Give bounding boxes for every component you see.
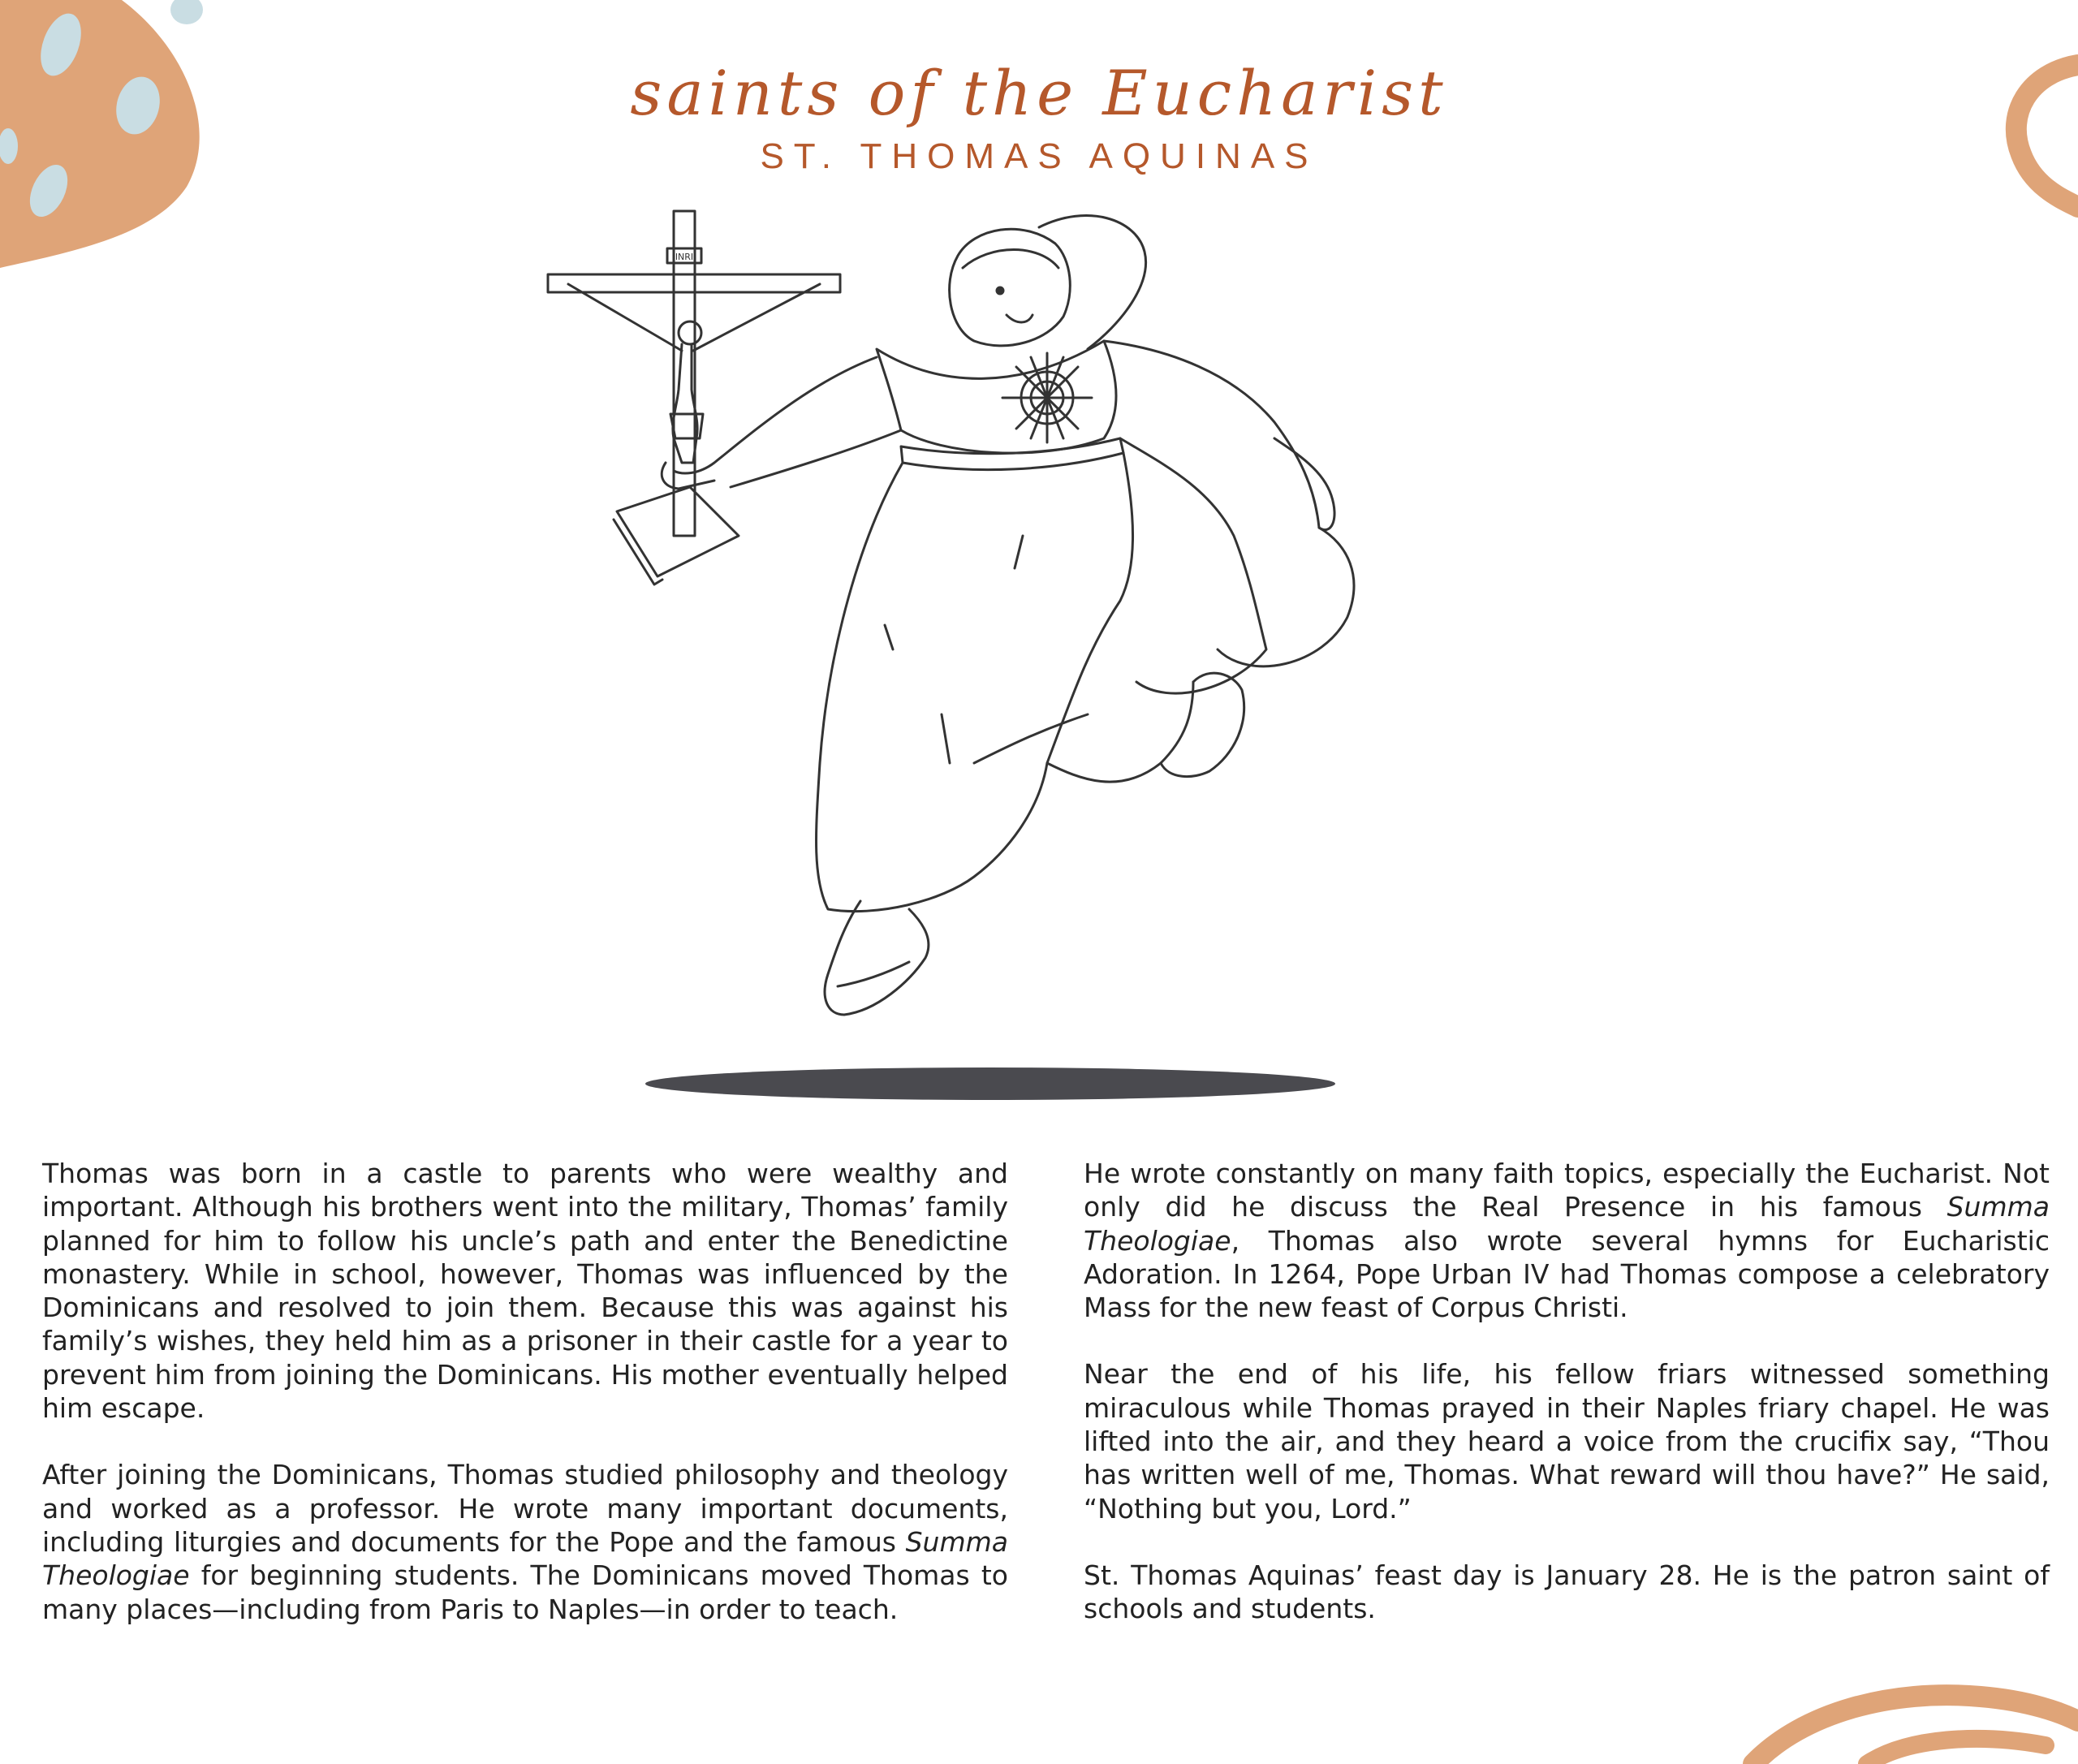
right-paragraph-3: St. Thomas Aquinas’ feast day is January 28. He is the patron saint of schools and students. [1084,1559,2050,1625]
orange-blob-top-left [0,0,200,268]
inri-label: INRI [675,252,694,262]
left-paragraph-1: Thomas was born in a castle to parents who were wealthy and important. Although his brothers went into the military, Thomas’ family planned for him to follow his uncle’s path and enter the Benedictine monastery. While in school, however, Thomas was influenced by the Dominicans and resolved to join them. Because this was against his family’s wishes, they held him as a prisoner in their castle for a year to prevent him from joining the Dominicans. His mother eventually helped him escape. [42,1158,1008,1425]
saint-illustration [520,195,1494,1112]
left-paragraph-2: After joining the Dominicans, Thomas studied philosophy and theology and worked as a professor. He wrote many important documents, including liturgies and documents for the Pope and the famous Summa Theologiae for beginning students. The Dominicans moved Thomas to many places—including from Paris to Naples—in order to teach. [42,1459,1008,1625]
summa-title-italic: Summa Theologiae [42,1525,1008,1592]
orange-scribble-bottom-right-2 [1867,1739,2046,1764]
right-column [1084,1157,2050,1659]
right-paragraph-1: He wrote constantly on many faith topics, especially the Eucharist. Not only did he discuss the Real Presence in his famous Summa Theologiae, Thomas also wrote several hymns for Eucharistic Adoration. In 1264, Pope Urban IV had Thomas compose a celebratory Mass for the new feast of Corpus Christi. [1084,1158,2050,1324]
summa-title-italic: Summa Theologiae [1084,1191,2050,1257]
saint-name: ST. THOMAS AQUINAS [760,136,1318,176]
crucifix-icon [548,211,840,536]
left-column [42,1157,1008,1659]
series-title: saints of the Eucharist [630,57,1448,129]
right-paragraph-2: Near the end of his life, his fellow friars witnessed something miraculous while Thomas prayed in their Naples friary chapel. He was lifted into the air, and they heard a voice from the crucifix say, “Thou has written well of me, Thomas. What reward will thou have?” He said, “Nothing but you, Lord.” [1084,1358,2050,1525]
floor-shadow [645,1067,1335,1100]
